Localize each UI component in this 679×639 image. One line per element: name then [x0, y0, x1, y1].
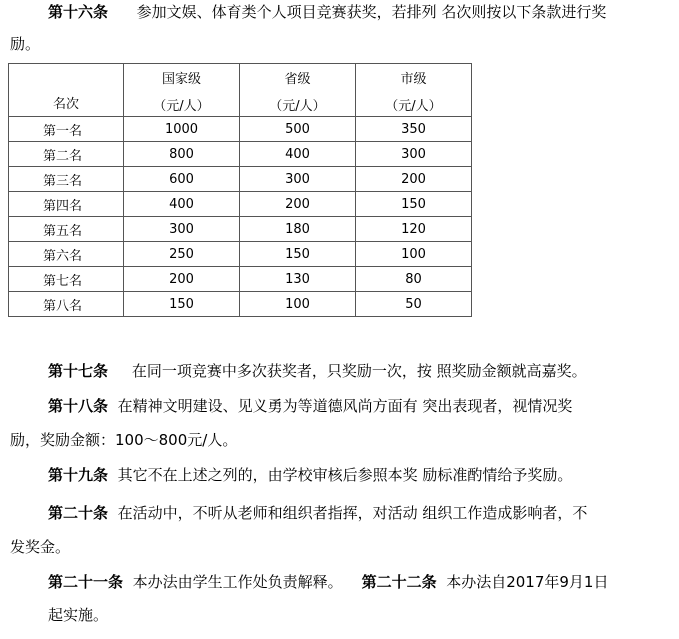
provincial-header-cell [240, 64, 356, 117]
city-unit: （元/人） [385, 99, 442, 114]
city-cell: 200 [356, 167, 472, 192]
article-21-text: 本办法由学生工作处负责解释。 [132, 573, 343, 591]
rank-cell: 第二名 [9, 142, 124, 167]
provincial-cell: 100 [240, 292, 356, 317]
city-cell: 350 [356, 117, 472, 142]
provincial-cell: 180 [240, 217, 356, 242]
provincial-cell: 200 [240, 192, 356, 217]
national-cell: 800 [124, 142, 240, 167]
rank-cell: 第一名 [9, 117, 124, 142]
city-cell: 120 [356, 217, 472, 242]
article-18-label: 第十八条 [48, 397, 109, 415]
table-row [9, 117, 472, 142]
national-cell: 300 [124, 217, 240, 242]
national-cell: 600 [124, 167, 240, 192]
provincial-cell: 300 [240, 167, 356, 192]
reward-table [8, 63, 472, 317]
national-cell: 250 [124, 242, 240, 267]
national-cell: 1000 [124, 117, 240, 142]
national-unit: （元/人） [153, 99, 210, 114]
provincial-unit: （元/人） [269, 99, 326, 114]
provincial-cell: 400 [240, 142, 356, 167]
table-row [9, 167, 472, 192]
city-cell: 150 [356, 192, 472, 217]
table-row [9, 267, 472, 292]
article-18-text: 在精神文明建设、见义勇为等道德风尚方面有 突出表现者，视情况奖 [117, 397, 573, 415]
rank-cell: 第六名 [9, 242, 124, 267]
provincial-header: 省级 [284, 72, 311, 87]
rank-header: 名次 [53, 97, 80, 112]
national-cell: 150 [124, 292, 240, 317]
article-17 [48, 361, 587, 381]
article-18-continuation: 励，奖励金额：100～800元/人。 [10, 431, 238, 449]
rank-header-cell [9, 64, 124, 117]
article-18 [48, 396, 572, 416]
article-19 [48, 465, 572, 485]
article-19-label: 第十九条 [48, 466, 109, 484]
article-20 [48, 503, 587, 523]
article-21-label: 第二十一条 [48, 573, 124, 591]
table-row [9, 217, 472, 242]
article-16 [48, 2, 606, 22]
article-19-text: 其它不在上述之列的，由学校审核后参照本奖 励标准酌情给予奖励。 [117, 466, 573, 484]
table-row [9, 142, 472, 167]
city-cell: 50 [356, 292, 472, 317]
article-21-22 [48, 572, 608, 592]
city-cell: 100 [356, 242, 472, 267]
article-20-text: 在活动中，不听从老师和组织者指挥，对活动 组织工作造成影响者，不 [117, 504, 588, 522]
rank-cell: 第五名 [9, 217, 124, 242]
article-16-label: 第十六条 [48, 3, 109, 21]
city-header: 市级 [400, 72, 427, 87]
table-row [9, 242, 472, 267]
article-22-text: 本办法自2017年9月1日 [446, 573, 609, 591]
article-20-label: 第二十条 [48, 504, 109, 522]
rank-cell: 第七名 [9, 267, 124, 292]
rank-cell: 第三名 [9, 167, 124, 192]
rank-cell: 第八名 [9, 292, 124, 317]
national-cell: 200 [124, 267, 240, 292]
table-row [9, 192, 472, 217]
article-17-label: 第十七条 [48, 362, 109, 380]
city-cell: 80 [356, 267, 472, 292]
article-22-continuation: 起实施。 [48, 606, 109, 624]
article-16-text: 参加文娱、体育类个人项目竞赛获奖，若排列 名次则按以下条款进行奖 [136, 3, 607, 21]
provincial-cell: 500 [240, 117, 356, 142]
table-header-row [9, 64, 472, 117]
rank-cell: 第四名 [9, 192, 124, 217]
article-22-label: 第二十二条 [361, 573, 437, 591]
article-16-continuation: 励。 [10, 35, 41, 53]
national-header-cell [124, 64, 240, 117]
article-20-continuation: 发奖金。 [10, 538, 71, 556]
city-header-cell [356, 64, 472, 117]
table-row [9, 292, 472, 317]
national-cell: 400 [124, 192, 240, 217]
provincial-cell: 150 [240, 242, 356, 267]
provincial-cell: 130 [240, 267, 356, 292]
national-header: 国家级 [161, 72, 201, 87]
city-cell: 300 [356, 142, 472, 167]
article-17-text: 在同一项竞赛中多次获奖者，只奖励一次，按 照奖励金额就高嘉奖。 [131, 362, 587, 380]
